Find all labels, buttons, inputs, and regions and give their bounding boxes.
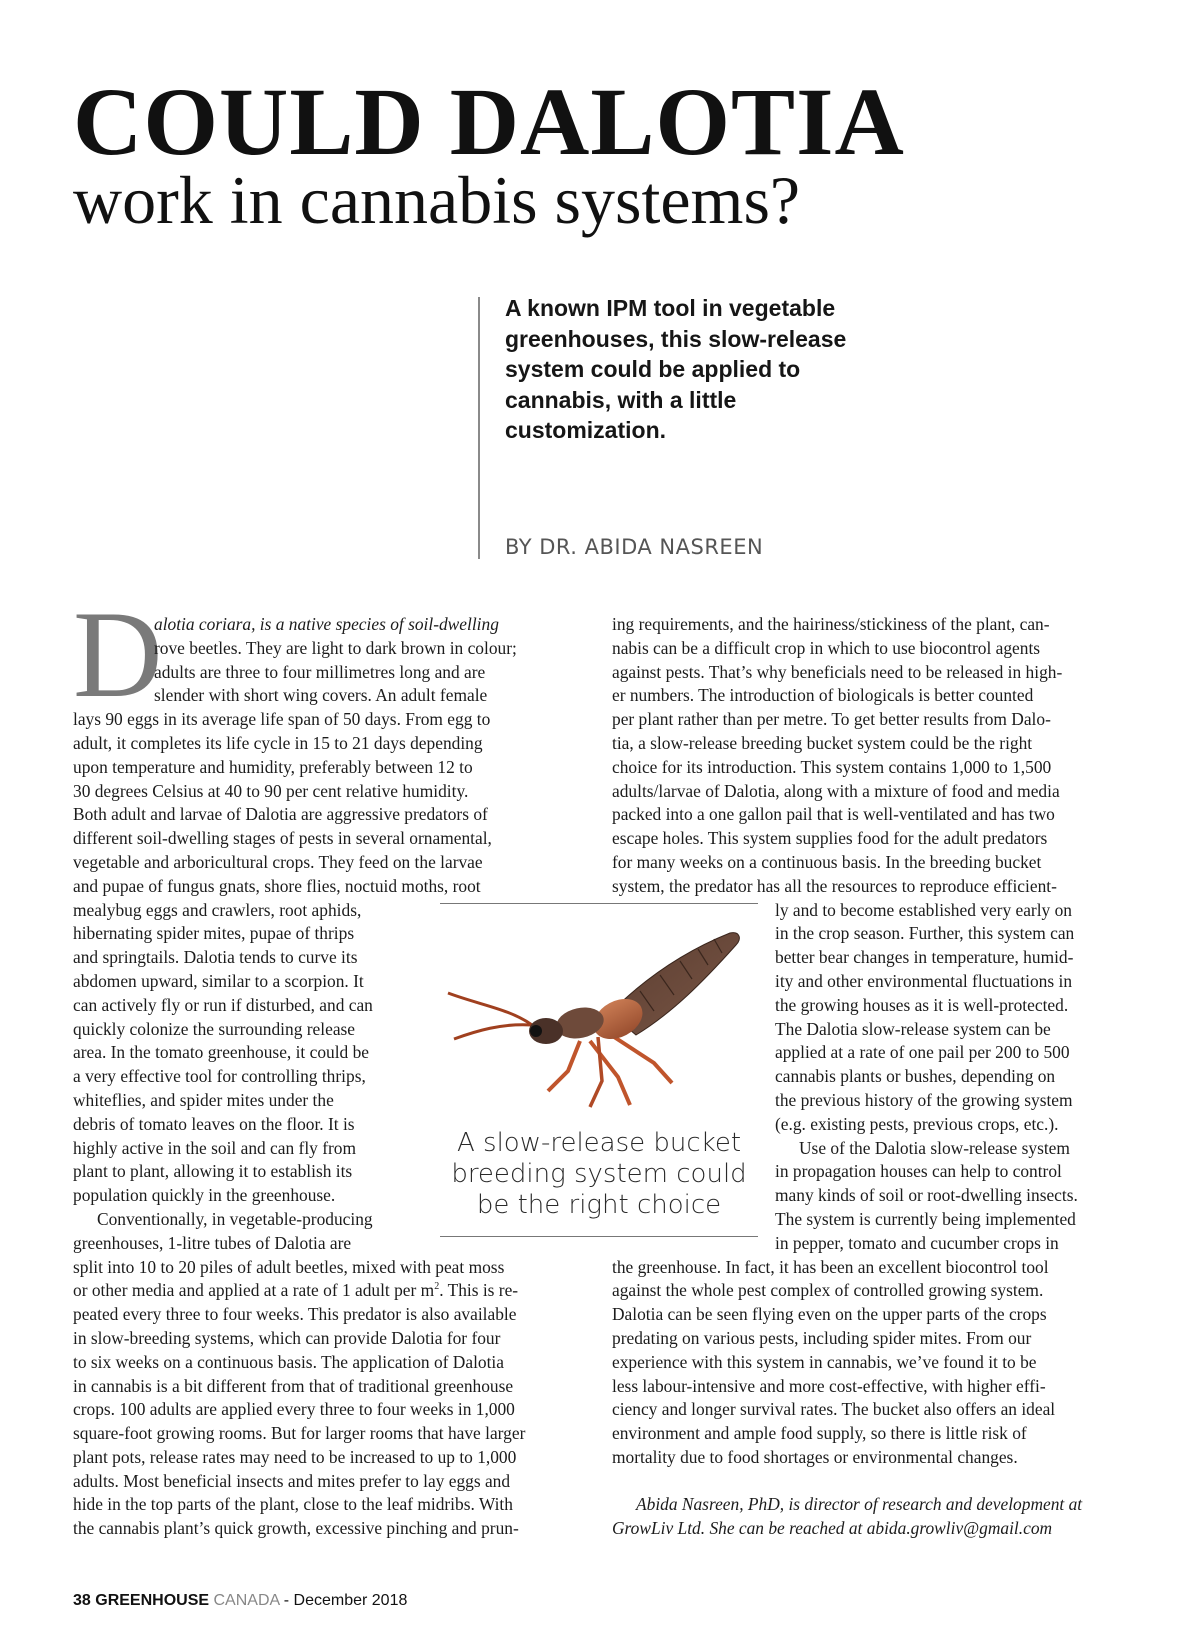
body-line: The system is currently being implemented <box>775 1208 1076 1229</box>
body-line: environment and ample food supply, so there is little risk of <box>612 1423 1027 1444</box>
deck-divider <box>478 297 480 559</box>
body-line: Conventionally, in vegetable-producing <box>97 1208 373 1229</box>
body-line: (e.g. existing pests, previous crops, etc.). <box>775 1113 1059 1134</box>
rove-beetle-icon <box>440 913 758 1113</box>
body-line: ity and other environmental fluctuations in <box>775 970 1073 991</box>
body-line: adults are three to four millimetres long and are <box>154 661 486 682</box>
body-line: in pepper, tomato and cucumber crops in <box>775 1232 1059 1253</box>
body-line: 30 degrees Celsius at 40 to 90 per cent relative humidity. <box>73 780 469 801</box>
body-line: abdomen upward, similar to a scorpion. It <box>73 970 364 991</box>
body-line: applied at a rate of one pail per 200 to 500 <box>775 1042 1070 1063</box>
figure-pullquote <box>440 903 758 1238</box>
byline: BY DR. ABIDA NASREEN <box>505 535 764 559</box>
body-line: in cannabis is a bit different from that of traditional greenhouse <box>73 1375 514 1396</box>
body-line: less labour-intensive and more cost-effective, with higher effi- <box>612 1375 1046 1396</box>
body-line: highly active in the soil and can fly from <box>73 1137 357 1158</box>
body-line: a very effective tool for controlling thrips, <box>73 1066 366 1087</box>
body-line: adults. Most beneficial insects and mites prefer to lay eggs and <box>73 1470 511 1491</box>
article-title: COULD DALOTIA <box>73 68 905 175</box>
body-line: debris of tomato leaves on the floor. It is <box>73 1113 355 1134</box>
body-line: or other media and applied at a rate of 1 adult per $m^2$. This is re- <box>73 1280 519 1301</box>
body-line: ciency and longer survival rates. The bucket also offers an ideal <box>612 1399 1056 1420</box>
body-line: area. In the tomato greenhouse, it could be <box>73 1042 370 1063</box>
page-number: 38 <box>73 1592 91 1609</box>
body-line: adult, it completes its life cycle in 15 to 21 days depending <box>73 732 483 753</box>
body-line: Dalotia can be seen flying even on the upper parts of the crops <box>612 1304 1047 1325</box>
author-bio-line: GrowLiv Ltd. She can be reached at abida.growliv@gmail.com <box>612 1518 1053 1539</box>
body-line: against pests. That’s why beneficials need to be released in high- <box>612 661 1063 682</box>
body-line: plant pots, release rates may need to be increased to up to 1,000 <box>73 1446 517 1467</box>
magazine-name: GREENHOUSE <box>95 1592 210 1609</box>
body-line: per plant rather than per metre. To get better results from Dalo- <box>612 709 1051 730</box>
body-line: hibernating spider mites, pupae of thrips <box>73 923 355 944</box>
body-line: different soil-dwelling stages of pests in several ornamental, <box>73 828 492 849</box>
body-line: crops. 100 adults are applied every three to four weeks in 1,000 <box>73 1399 515 1420</box>
article-subtitle: work in cannabis systems? <box>73 162 801 238</box>
author-bio-line: Abida Nasreen, PhD, is director of research and development at <box>636 1494 1083 1515</box>
body-line: and springtails. Dalotia tends to curve its <box>73 947 358 968</box>
body-line: lays 90 eggs in its average life span of 50 days. From egg to <box>73 709 491 730</box>
body-line: adults/larvae of Dalotia, along with a mixture of food and media <box>612 780 1060 801</box>
body-line: greenhouses, 1-litre tubes of Dalotia are <box>73 1232 352 1253</box>
body-line: better bear changes in temperature, humid- <box>775 947 1074 968</box>
body-line: vegetable and arboricultural crops. They feed on the larvae <box>73 851 483 872</box>
drop-cap: D <box>73 586 163 723</box>
body-line: plant to plant, allowing it to establish its <box>73 1161 353 1182</box>
body-line: many kinds of soil or root-dwelling insects. <box>775 1185 1078 1206</box>
body-line: whiteflies, and spider mites under the <box>73 1089 334 1110</box>
body-line: split into 10 to 20 piles of adult beetles, mixed with peat moss <box>73 1256 505 1277</box>
figure-top-rule <box>440 903 758 904</box>
body-line: quickly colonize the surrounding release <box>73 1018 356 1039</box>
body-line: er numbers. The introduction of biologicals is better counted <box>612 685 1034 706</box>
body-line: the greenhouse. In fact, it has been an excellent biocontrol tool <box>612 1256 1049 1277</box>
body-line: tia, a slow-release breeding bucket system could be the right <box>612 732 1033 753</box>
body-line: to six weeks on a continuous basis. The application of Dalotia <box>73 1351 504 1372</box>
body-line: the growing houses as it is well-protected. <box>775 994 1069 1015</box>
figure-bottom-rule <box>440 1236 758 1237</box>
body-line: and pupae of fungus gnats, shore flies, noctuid moths, root <box>73 875 481 896</box>
issue-date: - December 2018 <box>279 1592 408 1609</box>
body-line: hide in the top parts of the plant, close to the leaf midribs. With <box>73 1494 513 1515</box>
body-line: for many weeks on a continuous basis. In the breeding bucket <box>612 851 1042 872</box>
body-line: the cannabis plant’s quick growth, excessive pinching and prun- <box>73 1518 519 1539</box>
body-line: mortality due to food shortages or environmental changes. <box>612 1446 1018 1467</box>
page-footer <box>73 1592 407 1610</box>
body-line: in propagation houses can help to control <box>775 1161 1062 1182</box>
body-line: Both adult and larvae of Dalotia are aggressive predators of <box>73 804 488 825</box>
body-line: upon temperature and humidity, preferably between 12 to <box>73 756 473 777</box>
body-line: rove beetles. They are light to dark brown in colour; <box>154 637 517 658</box>
body-line: choice for its introduction. This system contains 1,000 to 1,500 <box>612 756 1052 777</box>
magazine-name-suffix: CANADA <box>213 1592 280 1609</box>
body-line: cannabis plants or bushes, depending on <box>775 1066 1056 1087</box>
body-line: square-foot growing rooms. But for larger rooms that have larger <box>73 1423 526 1444</box>
article-deck: A known IPM tool in vegetable greenhouses, this slow-release system could be applied to cannabis, with a little customization. <box>505 295 847 443</box>
body-line: system, the predator has all the resources to reproduce efficient- <box>612 875 1057 896</box>
body-line: experience with this system in cannabis, we’ve found it to be <box>612 1351 1037 1372</box>
body-line: the previous history of the growing system <box>775 1089 1073 1110</box>
body-line: in the crop season. Further, this system can <box>775 923 1075 944</box>
body-line: population quickly in the greenhouse. <box>73 1185 336 1206</box>
body-line <box>612 1470 1122 1494</box>
body-line: Use of the Dalotia slow-release system <box>799 1137 1070 1158</box>
body-line: can actively fly or run if disturbed, and can <box>73 994 373 1015</box>
body-line: packed into a one gallon pail that is well-ventilated and has two <box>612 804 1055 825</box>
body-line: ly and to become established very early on <box>775 899 1072 920</box>
body-line: escape holes. This system supplies food for the adult predators <box>612 828 1048 849</box>
body-line: against the whole pest complex of controlled growing system. <box>612 1280 1044 1301</box>
pull-quote: A slow-release bucket breeding system could be the right choice <box>451 1128 747 1220</box>
body-line: predating on various pests, including spider mites. From our <box>612 1327 1032 1348</box>
body-line: mealybug eggs and crawlers, root aphids, <box>73 899 362 920</box>
body-line: alotia coriara, is a native species of soil-dwelling <box>154 614 499 634</box>
body-line: ing requirements, and the hairiness/stickiness of the plant, can- <box>612 614 1050 634</box>
body-line: peated every three to four weeks. This predator is also available <box>73 1304 517 1325</box>
body-line: slender with short wing covers. An adult female <box>154 685 488 706</box>
body-line: nabis can be a difficult crop in which to use biocontrol agents <box>612 637 1041 658</box>
body-line: in slow-breeding systems, which can provide Dalotia for four <box>73 1327 501 1348</box>
body-line: The Dalotia slow-release system can be <box>775 1018 1051 1039</box>
